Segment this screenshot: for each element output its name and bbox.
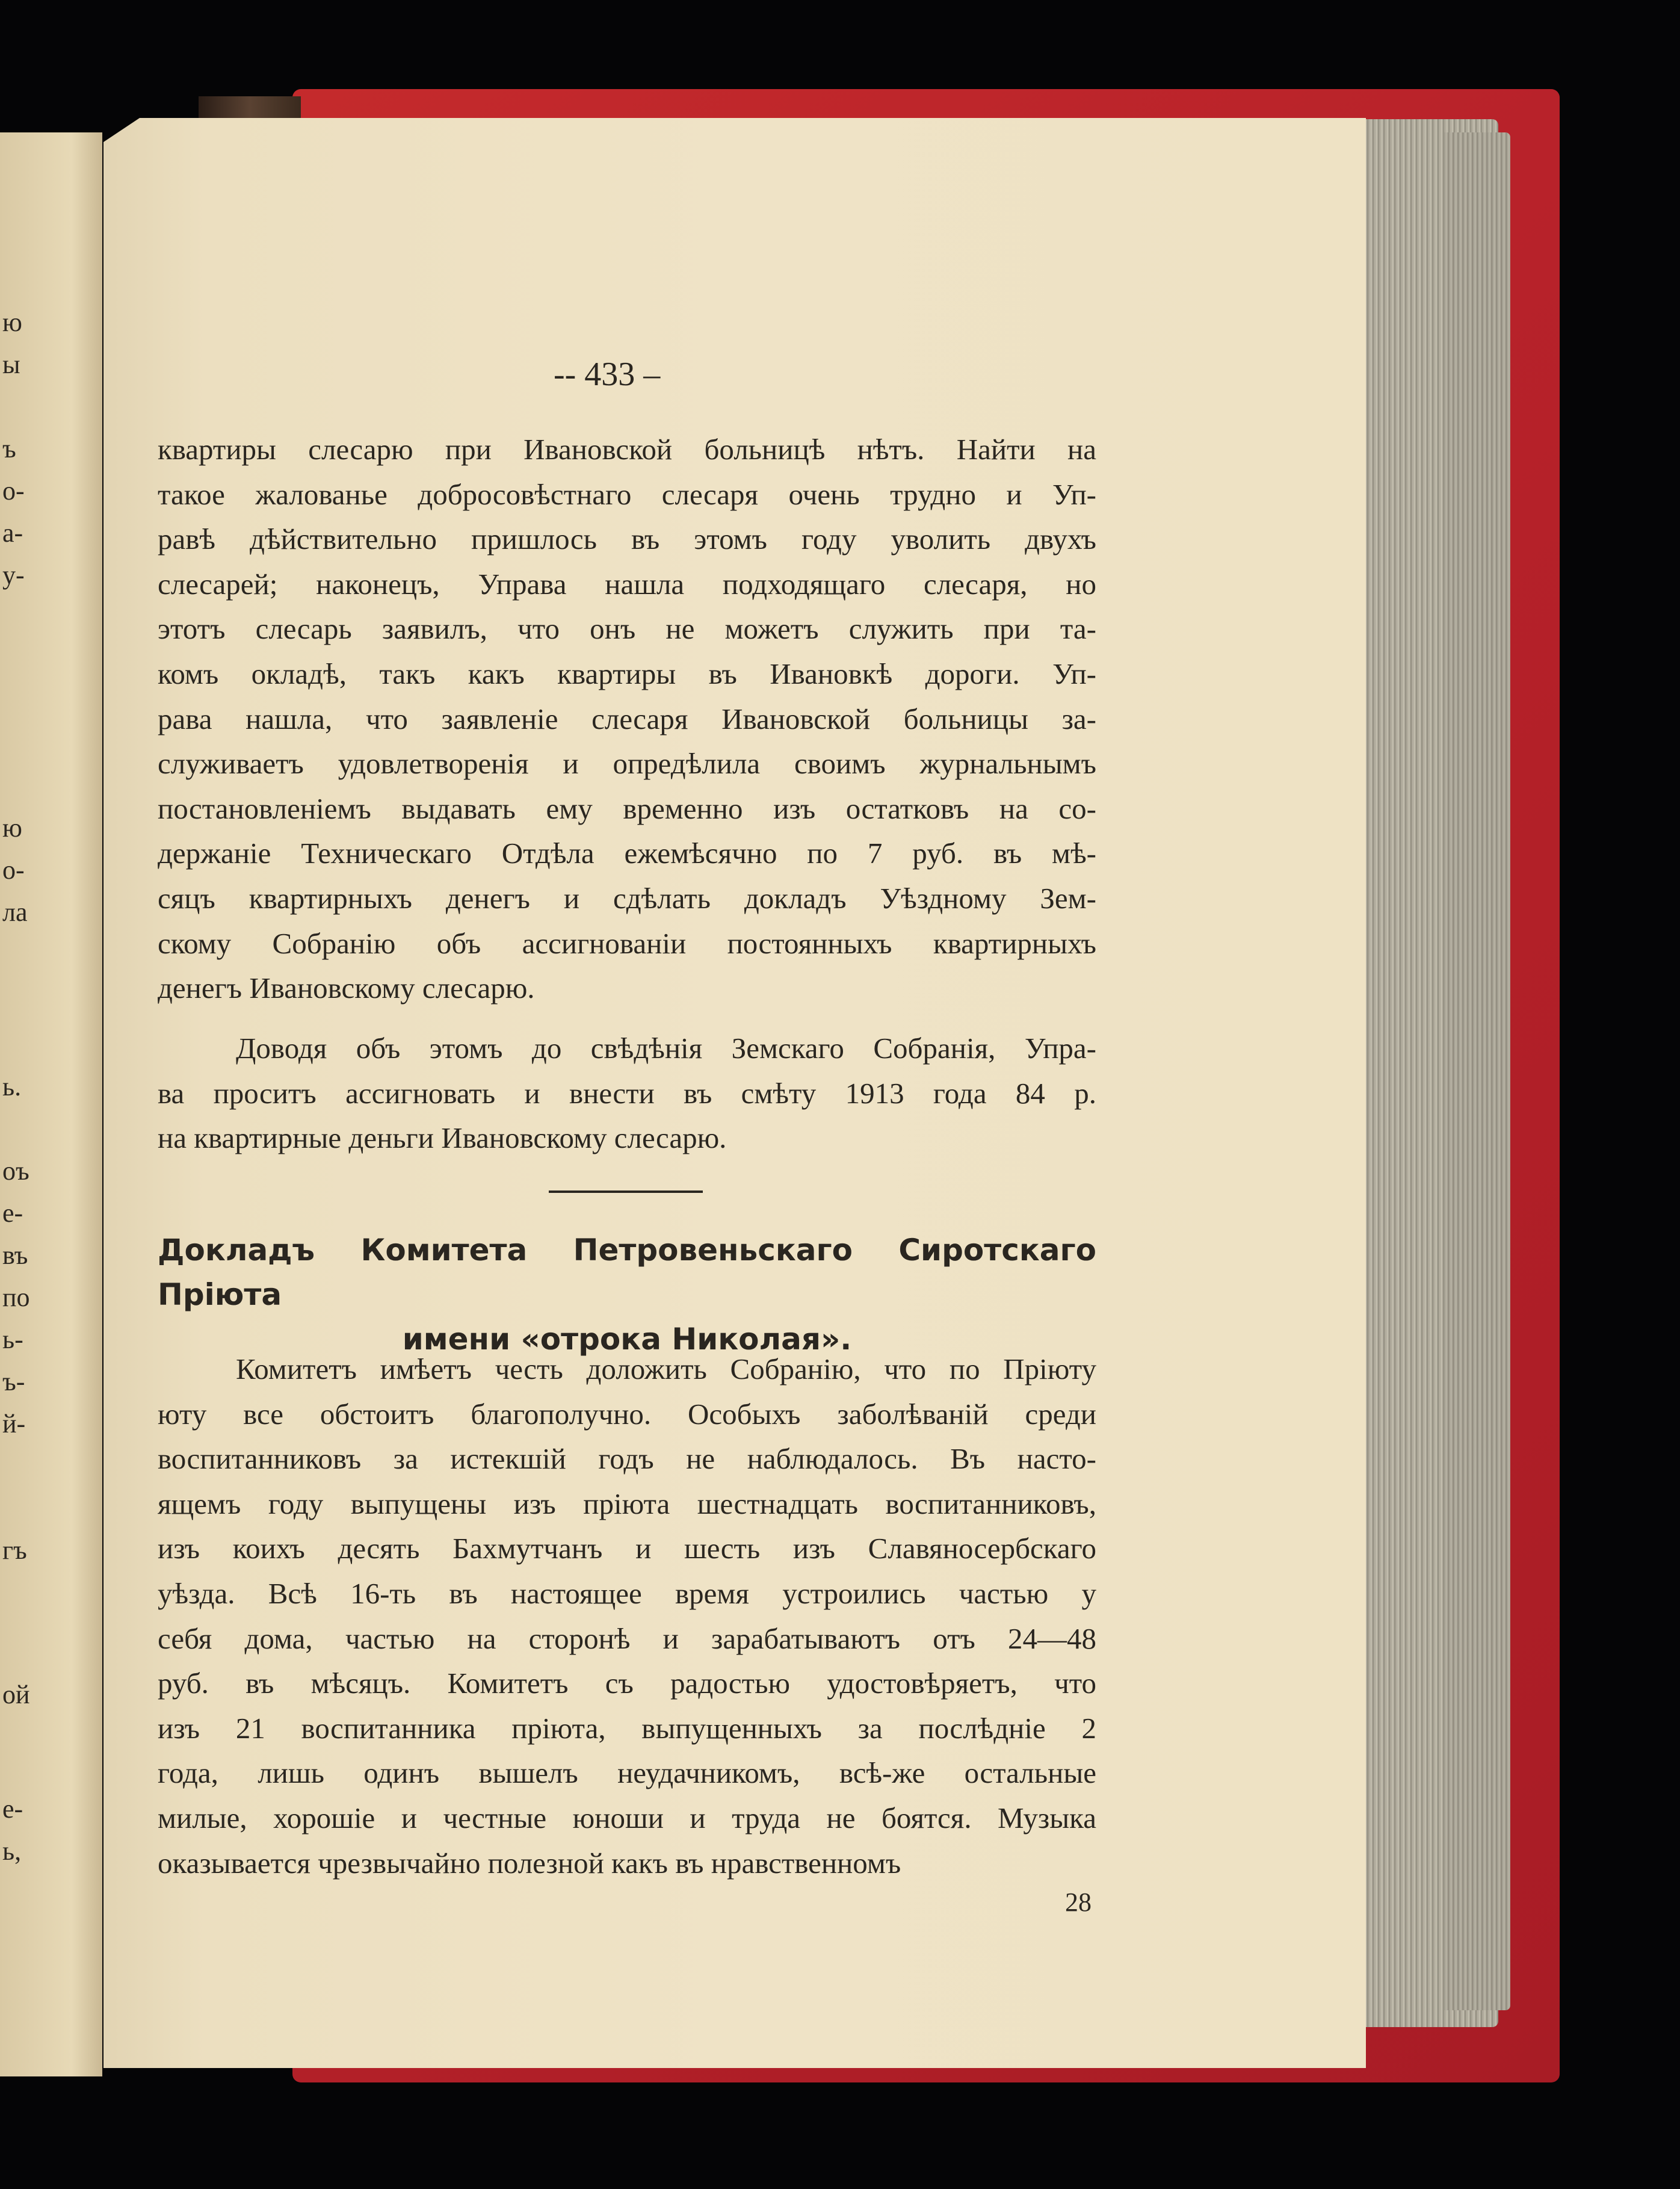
heading-line-1: Докладъ Комитета Петровеньскаго Сиротскаго Пріюта — [158, 1233, 1096, 1312]
paragraph-1 — [158, 427, 1096, 1011]
left-page-fragment: е- — [2, 1794, 23, 1824]
text-line: служиваетъ удовлетворенія и опредѣлила своимъ журнальнымъ — [158, 747, 1096, 781]
left-page-fragment: у- — [2, 560, 25, 590]
left-page-fragment: ъ — [2, 434, 16, 463]
text-line: этотъ слесарь заявилъ, что онъ не можетъ служить при та- — [158, 612, 1096, 646]
text-line: такое жалованье добросовѣстнаго слесаря очень трудно и Уп- — [158, 477, 1096, 511]
text-line: скому Собранію объ ассигнованіи постоянныхъ квартирныхъ — [158, 926, 1096, 960]
text-line: ящемъ году выпущены изъ пріюта шестнадцать воспитанниковъ, — [158, 1487, 1096, 1520]
signature-mark: 28 — [1065, 1887, 1092, 1917]
text-line: оказывается чрезвычайно полезной какъ въ нравственномъ — [158, 1846, 901, 1880]
left-page-fragment: о- — [2, 855, 25, 885]
text-line: воспитанниковъ за истекшій годъ не наблюдалось. Въ насто- — [158, 1442, 1096, 1476]
text-line: милые, хорошіе и честные юноши и труда не боятся. Музыка — [158, 1801, 1096, 1834]
left-page-fragment: ь. — [2, 1072, 22, 1101]
text-line: держаніе Техническаго Отдѣла ежемѣсячно по 7 руб. въ мѣ- — [158, 837, 1096, 870]
text-line: себя дома, частью на сторонѣ и зарабатываютъ отъ 24—48 — [158, 1621, 1096, 1655]
section-heading — [158, 1228, 1096, 1361]
left-page-fragment: гъ — [2, 1535, 27, 1565]
text-line: изъ 21 воспитанника пріюта, выпущенныхъ за послѣдніе 2 — [158, 1711, 1096, 1745]
heading-line-2: имени «отрока Николая». — [402, 1322, 852, 1357]
previous-page-sliver — [0, 132, 102, 2076]
text-line: сяцъ квартирныхъ денегъ и сдѣлать докладъ Уѣздному Зем- — [158, 881, 1096, 915]
text-line: денегъ Ивановскому слесарю. — [158, 971, 535, 1005]
text-line: равѣ дѣйствительно пришлось въ этомъ году уволить двухъ — [158, 522, 1096, 556]
left-page-fragment: ь, — [2, 1836, 22, 1866]
paragraph-2 — [158, 1026, 1096, 1161]
text-line: ва проситъ ассигновать и внести въ смѣту 1913 года 84 р. — [158, 1076, 1096, 1110]
left-page-fragment: е- — [2, 1198, 23, 1228]
text-line: изъ коихъ десять Бахмутчанъ и шесть изъ Славяносербскаго — [158, 1532, 1096, 1565]
left-page-fragment: въ — [2, 1240, 28, 1270]
left-page-fragment: ы — [2, 350, 20, 379]
text-line: рава нашла, что заявленіе слесаря Ивановской больницы за- — [158, 702, 1096, 735]
left-page-fragment: ю — [2, 813, 22, 843]
text-line: постановленіемъ выдавать ему временно изъ остатковъ на со- — [158, 791, 1096, 825]
page-number: -- 433 – — [554, 356, 661, 393]
page-edges-inner — [1444, 132, 1510, 2010]
left-page-fragment: а- — [2, 518, 23, 548]
left-page-fragment: й- — [2, 1409, 26, 1438]
text-line: комъ окладѣ, такъ какъ квартиры въ Ивановкѣ дороги. Уп- — [158, 657, 1096, 690]
text-line: слесарей; наконецъ, Управа нашла подходящаго слесаря, но — [158, 567, 1096, 601]
left-page-fragment: о- — [2, 476, 25, 506]
text-line: уѣзда. Всѣ 16-ть въ настоящее время устроились частью у — [158, 1576, 1096, 1610]
left-page-fragment: ой — [2, 1680, 30, 1709]
left-page-fragment: ю — [2, 308, 22, 337]
paragraph-3 — [158, 1347, 1096, 1886]
left-page-fragment: ла — [2, 897, 28, 927]
text-line: Доводя объ этомъ до свѣдѣнія Земскаго Собранія, Упра- — [236, 1032, 1096, 1065]
text-line: руб. въ мѣсяцъ. Комитетъ съ радостью удостовѣряетъ, что — [158, 1667, 1096, 1700]
section-divider — [549, 1190, 703, 1193]
left-page-fragment: ь- — [2, 1325, 23, 1354]
left-page-fragment: ъ- — [2, 1367, 25, 1396]
text-line: года, лишь одинъ вышелъ неудачникомъ, всѣ-же остальные — [158, 1756, 1096, 1790]
text-line: на квартирные деньги Ивановскому слесарю. — [158, 1121, 727, 1155]
left-page-fragment: оъ — [2, 1156, 29, 1186]
text-line: Комитетъ имѣетъ честь доложить Собранію, что по Пріюту — [236, 1352, 1096, 1386]
text-line: квартиры слесарю при Ивановской больницѣ нѣтъ. Найти на — [158, 433, 1096, 466]
left-page-fragment: по — [2, 1283, 30, 1312]
text-line: юту все обстоитъ благополучно. Особыхъ заболѣваній среди — [158, 1397, 1096, 1431]
